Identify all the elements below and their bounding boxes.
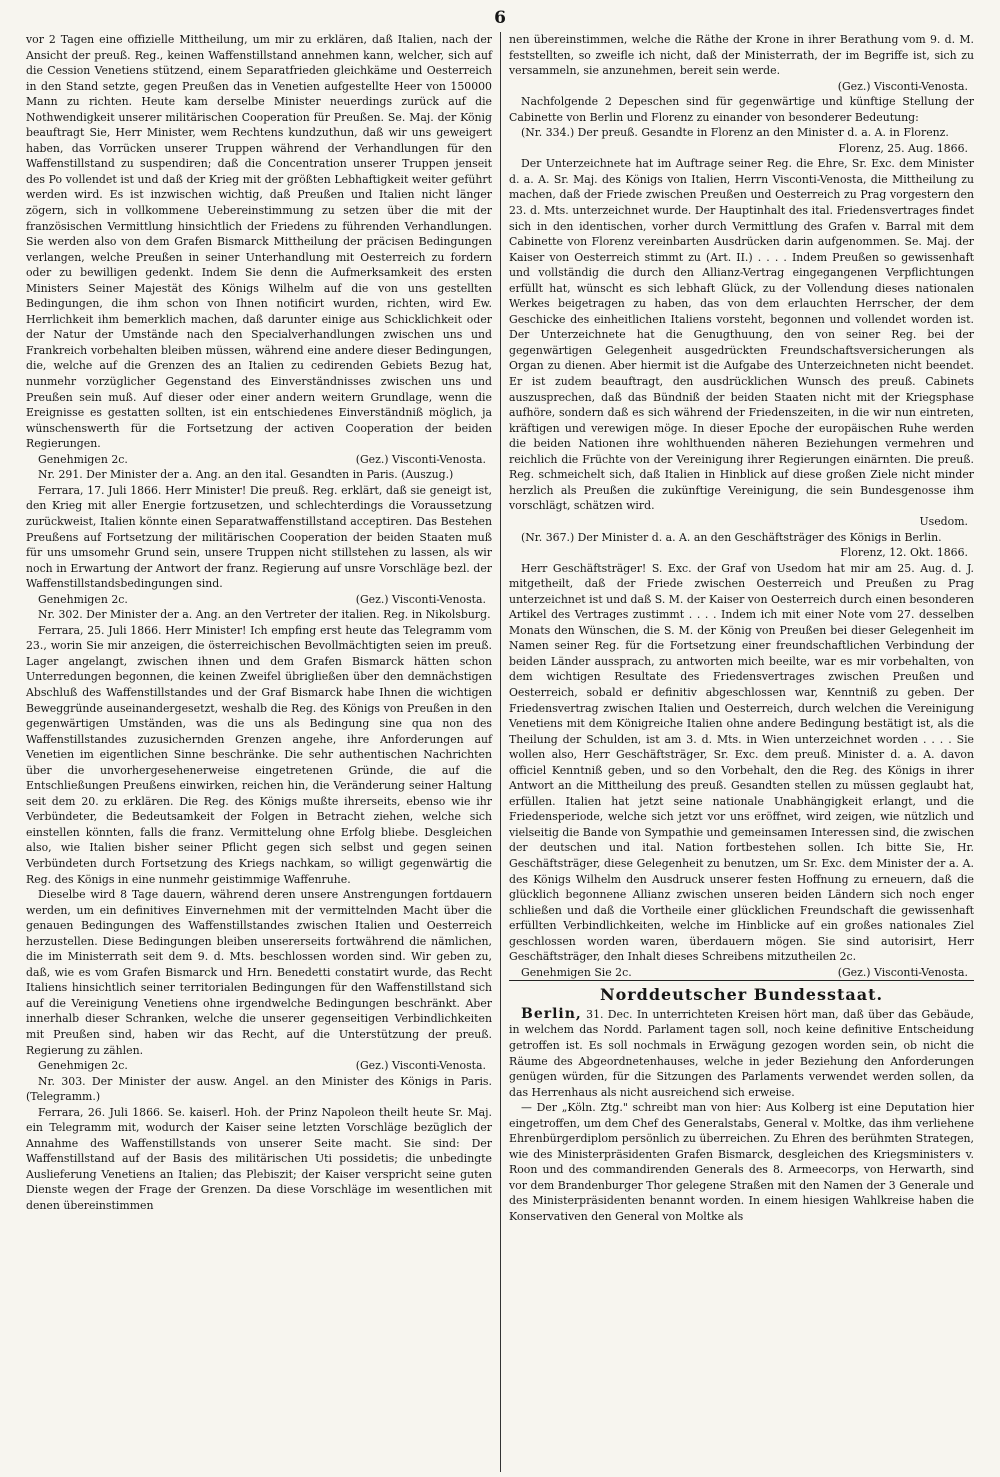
signature-name: (Gez.) Visconti-Venosta. bbox=[355, 1059, 486, 1073]
page-number: 6 bbox=[494, 8, 506, 28]
signature-row-2 bbox=[26, 592, 492, 608]
dateline-date: Florenz, 25. Aug. 1866. bbox=[838, 141, 968, 155]
signature-name: (Gez.) Visconti-Venosta. bbox=[837, 965, 968, 979]
right-paragraph-8: — Der „Köln. Ztg." schreibt man von hier: Aus Kolberg ist eine Deputation hier eingetroffen, um dem Chef des Generalstabs, General v. Moltke, das ihm verliehene Ehrenbürgerdiplom persönlich zu überreichen. Zu Ehren des berühmten Strategen, wie des Ministerpräsidenten Grafen Bismarck, desgleichen des Kriegsministers v. Roon und des commandirenden Generals des 8. Armeecorps, von Herwarth, sind vor dem Brandenburger Thor gelegene Straßen mit den Namen der 3 Generale und des Ministerpräsidenten benannt worden. In einem hiesigen Wahlkreise haben die Konservativen den General von Moltke als bbox=[509, 1101, 974, 1224]
dateline-place: Berlin, bbox=[521, 1005, 582, 1022]
left-paragraph-7: Nr. 303. Der Minister der ausw. Angel. an den Minister des Königs in Paris. (Telegramm.) bbox=[26, 1074, 492, 1104]
signature-greeting: Genehmigen Sie 2c. bbox=[521, 965, 632, 979]
right-paragraph-1: nen übereinstimmen, welche die Räthe der Krone in ihrer Berathung vom 9. d. M. feststellten, so zweifle ich nicht, daß der Ministerrath, der im Begriffe ist, sich zu versammeln, sie anzunehmen, bereit sein werde. bbox=[509, 33, 974, 78]
signature-name: Usedom. bbox=[919, 514, 968, 528]
left-paragraph-6: Dieselbe wird 8 Tage dauern, während deren unsere Anstrengungen fortdauern werden, um ein definitives Einvernehmen mit der vermittelnden Macht über die genauen Bedingungen des Waffenstillstandes zwischen Italien und Oesterreich herzustellen. Diese Bedingungen bleiben unsererseits fortwährend die nämlichen, die im Ministerrath seit dem 9. d. Mts. beschlossen worden sind. Wir geben zu, daß, wie es vom Grafen Bismarck und Hrn. Benedetti constatirt wurde, das Recht Italiens hinsichtlich seiner territorialen Bedingungen für den Waffenstillstand sich auf die Vereinigung Venetiens ohne irgendwelche Bedingungen beschränkt. Aber innerhalb dieser Schranken, welche die unserer gegenseitigen Verbindlichkeiten mit Preußen sind, haben wir das Recht, auf die Unterstützung der preuß. Regierung zu zählen. bbox=[26, 888, 492, 1057]
section-title: Norddeutscher Bundesstaat. bbox=[599, 985, 884, 1005]
left-paragraph-1: vor 2 Tagen eine offizielle Mittheilung, um mir zu erklären, daß Italien, nach der Ansicht der preuß. Reg., keinen Waffenstillstand annehmen kann, welcher, sich auf die Cession Venetiens stützend, einem Separatfrieden gleichkäme und Oesterreich in den Stand setzte, gegen Preußen das in Venetien aufgestellte Heer von 150000 Mann zu richten. Heute kam derselbe Minister neuerdings zurück auf die Nothwendigkeit unserer militärischen Cooperation für Preußen. Se. Maj. der König beauftragt Sie, Herr Minister, wem Rechtens kundzuthun, daß wir uns geweigert haben, das Vorrücken unserer Truppen während der Verhandlungen für den Waffenstillstand zu suspendiren; daß die Concentration unserer Truppen jenseit des Po vollendet ist und daß der Krieg mit der größten Lebhaftigkeit weiter geführt werden wird. Es ist inzwischen wichtig, daß Preußen und Italien nicht länger zögern, sich in vollkommene Uebereinstimmung zu setzen über die mit der französischen Vermittlung hinsichtlich der Friedens zu führenden Verhandlungen. Sie werden also von dem Grafen Bismarck Mittheilung der präcisen Bedingungen verlangen, welche Preußen in seiner Unterhandlung mit Oesterreich zu fordern oder zu bewilligen gedenkt. Indem Sie denn die Aufmerksamkeit des ersten Ministers Seiner Majestät des Königs Wilhelm auf die von uns gestellten Bedingungen, die ihm schon von Ihnen notificirt wurden, richten, wird Ew. Herrlichkeit ihm bemerklich machen, daß darunter einige aus Schicklichkeit oder der Natur der Umstände nach den Specialverhandlungen zwischen uns und Frankreich vorbehalten bleiben müssen, während eine andere dieser Bedingungen, die, welche auf die Grenzen des an Italien zu cedirenden Gebiets Bezug hat, nunmehr vorzüglicher Gegenstand des Einverständnisses zwischen uns und Preußen sein muß. Auf dieser oder einer andern weitern Grundlage, wenn die Ereignisse es gestatten sollten, ist ein entschiedenes Einverständniß möglich, ja wünschenswerth für die Fortsetzung der activen Cooperation der beiden Regierungen. bbox=[26, 33, 492, 451]
right-paragraph-2: Nachfolgende 2 Depeschen sind für gegenwärtige und künftige Stellung der Cabinette von Berlin und Florenz zu einander von besonderer Bedeutung: bbox=[509, 95, 974, 124]
signature-row-4 bbox=[509, 965, 974, 981]
left-paragraph-2: Nr. 291. Der Minister der a. Ang. an den ital. Gesandten in Paris. (Auszug.) bbox=[38, 468, 454, 482]
right-paragraph-3: (Nr. 334.) Der preuß. Gesandte in Florenz an den Minister d. a. A. in Florenz. bbox=[521, 126, 949, 140]
section-divider bbox=[509, 980, 974, 981]
signature-row-3 bbox=[26, 1058, 492, 1074]
signature-row-1 bbox=[26, 452, 492, 468]
signature-greeting: Genehmigen 2c. bbox=[38, 1059, 128, 1073]
signature-name: (Gez.) Visconti-Venosta. bbox=[355, 592, 486, 606]
dateline-date: Florenz, 12. Okt. 1866. bbox=[840, 546, 968, 560]
signature-greeting: Genehmigen 2c. bbox=[38, 452, 128, 466]
signature-name: (Gez.) Visconti-Venosta. bbox=[837, 79, 968, 93]
paragraph-text: 31. Dec. In unterrichteten Kreisen hört man, daß über das Gebäude, in welchem das Nordd. Parlament tagen soll, noch keine definitive Entscheidung getroffen ist. Es soll nochmals in Erwägung gezogen worden sein, ob nicht die Räume des Abgeordnetenhauses, welche in jeder Beziehung den Anforderungen genügen würden, für die Sitzungen des Parlaments verwendet werden sollen, da das Herrenhaus als nicht ausreichend sich erweise. bbox=[509, 1007, 974, 1099]
right-paragraph-5: (Nr. 367.) Der Minister d. a. A. an den Geschäftsträger des Königs in Berlin. bbox=[521, 530, 942, 544]
right-column bbox=[500, 32, 974, 1472]
left-paragraph-5: Ferrara, 25. Juli 1866. Herr Minister! Ich empfing erst heute das Telegramm vom 23., worin Sie mir anzeigen, die österreichischen Bevollmächtigten seien im preuß. Lager angelangt, zwischen ihnen und dem Grafen Bismarck hätten schon Unterredungen begonnen, die keinen Zweifel übrigließen über den demnächstigen Abschluß des Waffenstillstandes und der Graf Bismarck habe Ihnen die wichtigen Beweggründe auseinandergesetzt, weshalb die Reg. des Königs von Preußen in den gegenwärtigen Umständen, was die uns als Bedingung sine qua non des Waffenstillstandes zuzusichernden Grenzen angehe, ihre Anforderungen auf Venetien im eigentlichen Sinne beschränke. Die sehr authentischen Nachrichten über die unvorhergesehenerweise eingetretenen Gründe, die auf die Entschließungen Preußens einwirken, reichen hin, die Veränderung seiner Haltung seit dem 20. zu erklären. Die Reg. des Königs mußte ihrerseits, ebenso wie ihr Verbündeter, die Bedeutsamkeit der Folgen in Betracht ziehen, welche sich einstellen könnten, falls die franz. Vermittelung ohne Erfolg bliebe. Desgleichen also, wie Italien bisher seiner Pflicht gegen sich selbst und gegen seinen Verbündeten durch Fortsetzung des Kriegs nachkam, so willigt gegenwärtig die Reg. des Königs in eine nunmehr geistimmige Waffenruhe. bbox=[26, 623, 492, 886]
left-paragraph-3: Ferrara, 17. Juli 1866. Herr Minister! Die preuß. Reg. erklärt, daß sie geneigt ist, den Krieg mit aller Energie fortzusetzen, und schlechterdings die Voraussetzung zurückweist, Italien könnte einen Separatwaffenstillstand acceptiren. Das Bestehen Preußens auf Fortsetzung der militärischen Cooperation der beiden Staaten muß für uns umsomehr Grund sein, unsere Truppen nicht stillstehen zu lassen, als wir noch in Erwartung der Antwort der franz. Regierung auf unsre Vorschläge bezl. der Waffenstillstandsbedingungen sind. bbox=[26, 483, 492, 591]
left-column bbox=[26, 32, 500, 1472]
signature-greeting: Genehmigen 2c. bbox=[38, 592, 128, 606]
article-columns bbox=[26, 32, 974, 1472]
signature-name: (Gez.) Visconti-Venosta. bbox=[355, 452, 486, 466]
left-paragraph-4: Nr. 302. Der Minister der a. Ang. an den Vertreter der italien. Reg. in Nikolsburg. bbox=[38, 608, 491, 622]
right-paragraph-7 bbox=[509, 1007, 974, 1100]
left-paragraph-8: Ferrara, 26. Juli 1866. Se. kaiserl. Hoh. der Prinz Napoleon theilt heute Sr. Maj. ein Telegramm mit, wodurch der Kaiser seine letzten Vorschläge bezüglich der Annahme des Waffenstillstands von unserer Seite macht. Sie sind: Der Waffenstillstand auf der Basis des militärischen Uti possidetis; die unbedingte Auslieferung Venetiens an Italien; das Plebiszit; der Kaiser verspricht seine guten Dienste wegen der Frage der Grenzen. Da diese Vorschläge im wesentlichen mit denen übereinstimmen bbox=[26, 1105, 492, 1213]
right-paragraph-6: Herr Geschäftsträger! S. Exc. der Graf von Usedom hat mir am 25. Aug. d. J. mitgetheilt, daß der Friede zwischen Oesterreich und Preußen zu Prag unterzeichnet ist und daß S. M. der Kaiser von Oesterreich durch einen besonderen Artikel des Vertrages zustimmt . . . . Indem ich mit einer Note vom 27. desselben Monats den Wünschen, die S. M. der König von Preußen bei dieser Gelegenheit im Namen seiner Reg. für die Fortsetzung einer freundschaftlichen Verbindung der beiden Länder aussprach, zu antworten mich beeilte, war es mir vorbehalten, von dem wichtigen Resultate des Friedensvertrages zwischen Preußen und Oesterreich, sobald er definitiv abgeschlossen war, Kenntniß zu geben. Der Friedensvertrag zwischen Italien und Oesterreich, durch welchen die Vereinigung Venetiens mit dem Königreiche Italien ohne andere Bedingung bestätigt ist, als die Theilung der Schulden, ist am 3. d. Mts. in Wien unterzeichnet worden . . . . Sie wollen also, Herr Geschäftsträger, Sr. Exc. dem preuß. Minister d. a. A. davon officiel Kenntniß geben, und so den Vorbehalt, den die Reg. des Königs in ihrer Antwort an die Mittheilung des preuß. Gesandten stellen zu müssen geglaubt hat, erfüllen. Italien hat jetzt seine nationale Unabhängigkeit erlangt, und die Friedensperiode, welche sich jetzt vor uns eröffnet, wird zeigen, wie nützlich und vielseitig die Bande von Sympathie und gemeinsamen Interessen sind, die zwischen der deutschen und ital. Nation fortbestehen sollen. Ich bitte Sie, Hr. Geschäftsträger, diese Gelegenheit zu benutzen, um Sr. Exc. dem Minister der a. A. des Königs Wilhelm den Ausdruck unserer festen Hoffnung zu erneuern, daß die glücklich begonnene Allianz zwischen unseren beiden Ländern sich noch enger schließen und daß die Vortheile einer glücklichen Freundschaft die gewissenhaft erfüllten Verbindlichkeiten, welche im Hinblicke auf ein großes nationales Ziel geschlossen worden waren, überdauern mögen. Sie sind autorisirt, Herr Geschäftsträger, den Inhalt dieses Schreibens mitzutheilen 2c. bbox=[509, 561, 974, 964]
right-paragraph-4: Der Unterzeichnete hat im Auftrage seiner Reg. die Ehre, Sr. Exc. dem Minister d. a. A. Sr. Maj. des Königs von Italien, Herrn Visconti-Venosta, die Mittheilung zu machen, daß der Friede zwischen Preußen und Oesterreich zu Prag vorgestern den 23. d. Mts. unterzeichnet wurde. Der Hauptinhalt des ital. Friedensvertrages findet sich in den identischen, vorher durch Vermittlung des Grafen v. Barral mit dem Cabinette von Florenz vereinbarten Ausdrücken darin aufgenommen. Se. Maj. der Kaiser von Oesterreich stimmt zu (Art. II.) . . . . Indem Preußen so gewissenhaft und vollständig die durch den Allianz-Vertrag eingegangenen Verpflichtungen erfüllt hat, wünscht es sich lebhaft Glück, zu der Vollendung dieses nationalen Werkes beigetragen zu haben, das von dem erlauchten Herrscher, der dem Geschicke des einheitlichen Italiens vorsteht, begonnen und vollendet worden ist. Der Unterzeichnete hat die Genugthuung, den von seiner Reg. bei der gegenwärtigen Gelegenheit ausgedrückten Freundschaftsversicherungen als Organ zu dienen. Aber hiermit ist die Aufgabe des Unterzeichneten nicht beendet. Er ist zudem beauftragt, den ausdrücklichen Wunsch des preuß. Cabinets auszusprechen, daß das Bündniß der beiden Staaten nicht mit der Kriegsphase aufhöre, sondern daß es sich während der Friedenszeiten, in die wir nun eintreten, kräftigen und verewigen möge. In dieser Epoche der europäischen Ruhe werden die beiden Nationen ihre wohlthuenden näheren Beziehungen vermehren und reichlich die Früchte von der Vereinigung ihrer Regierungen einärnten. Die preuß. Reg. schmeichelt sich, daß Italien in Hinblick auf diese großen Ziele nicht minder herzlich als Preußen die zukünftige Vereinigung, die sein Bundesgenosse ihm vorschlägt, schätzen wird. bbox=[509, 157, 974, 513]
